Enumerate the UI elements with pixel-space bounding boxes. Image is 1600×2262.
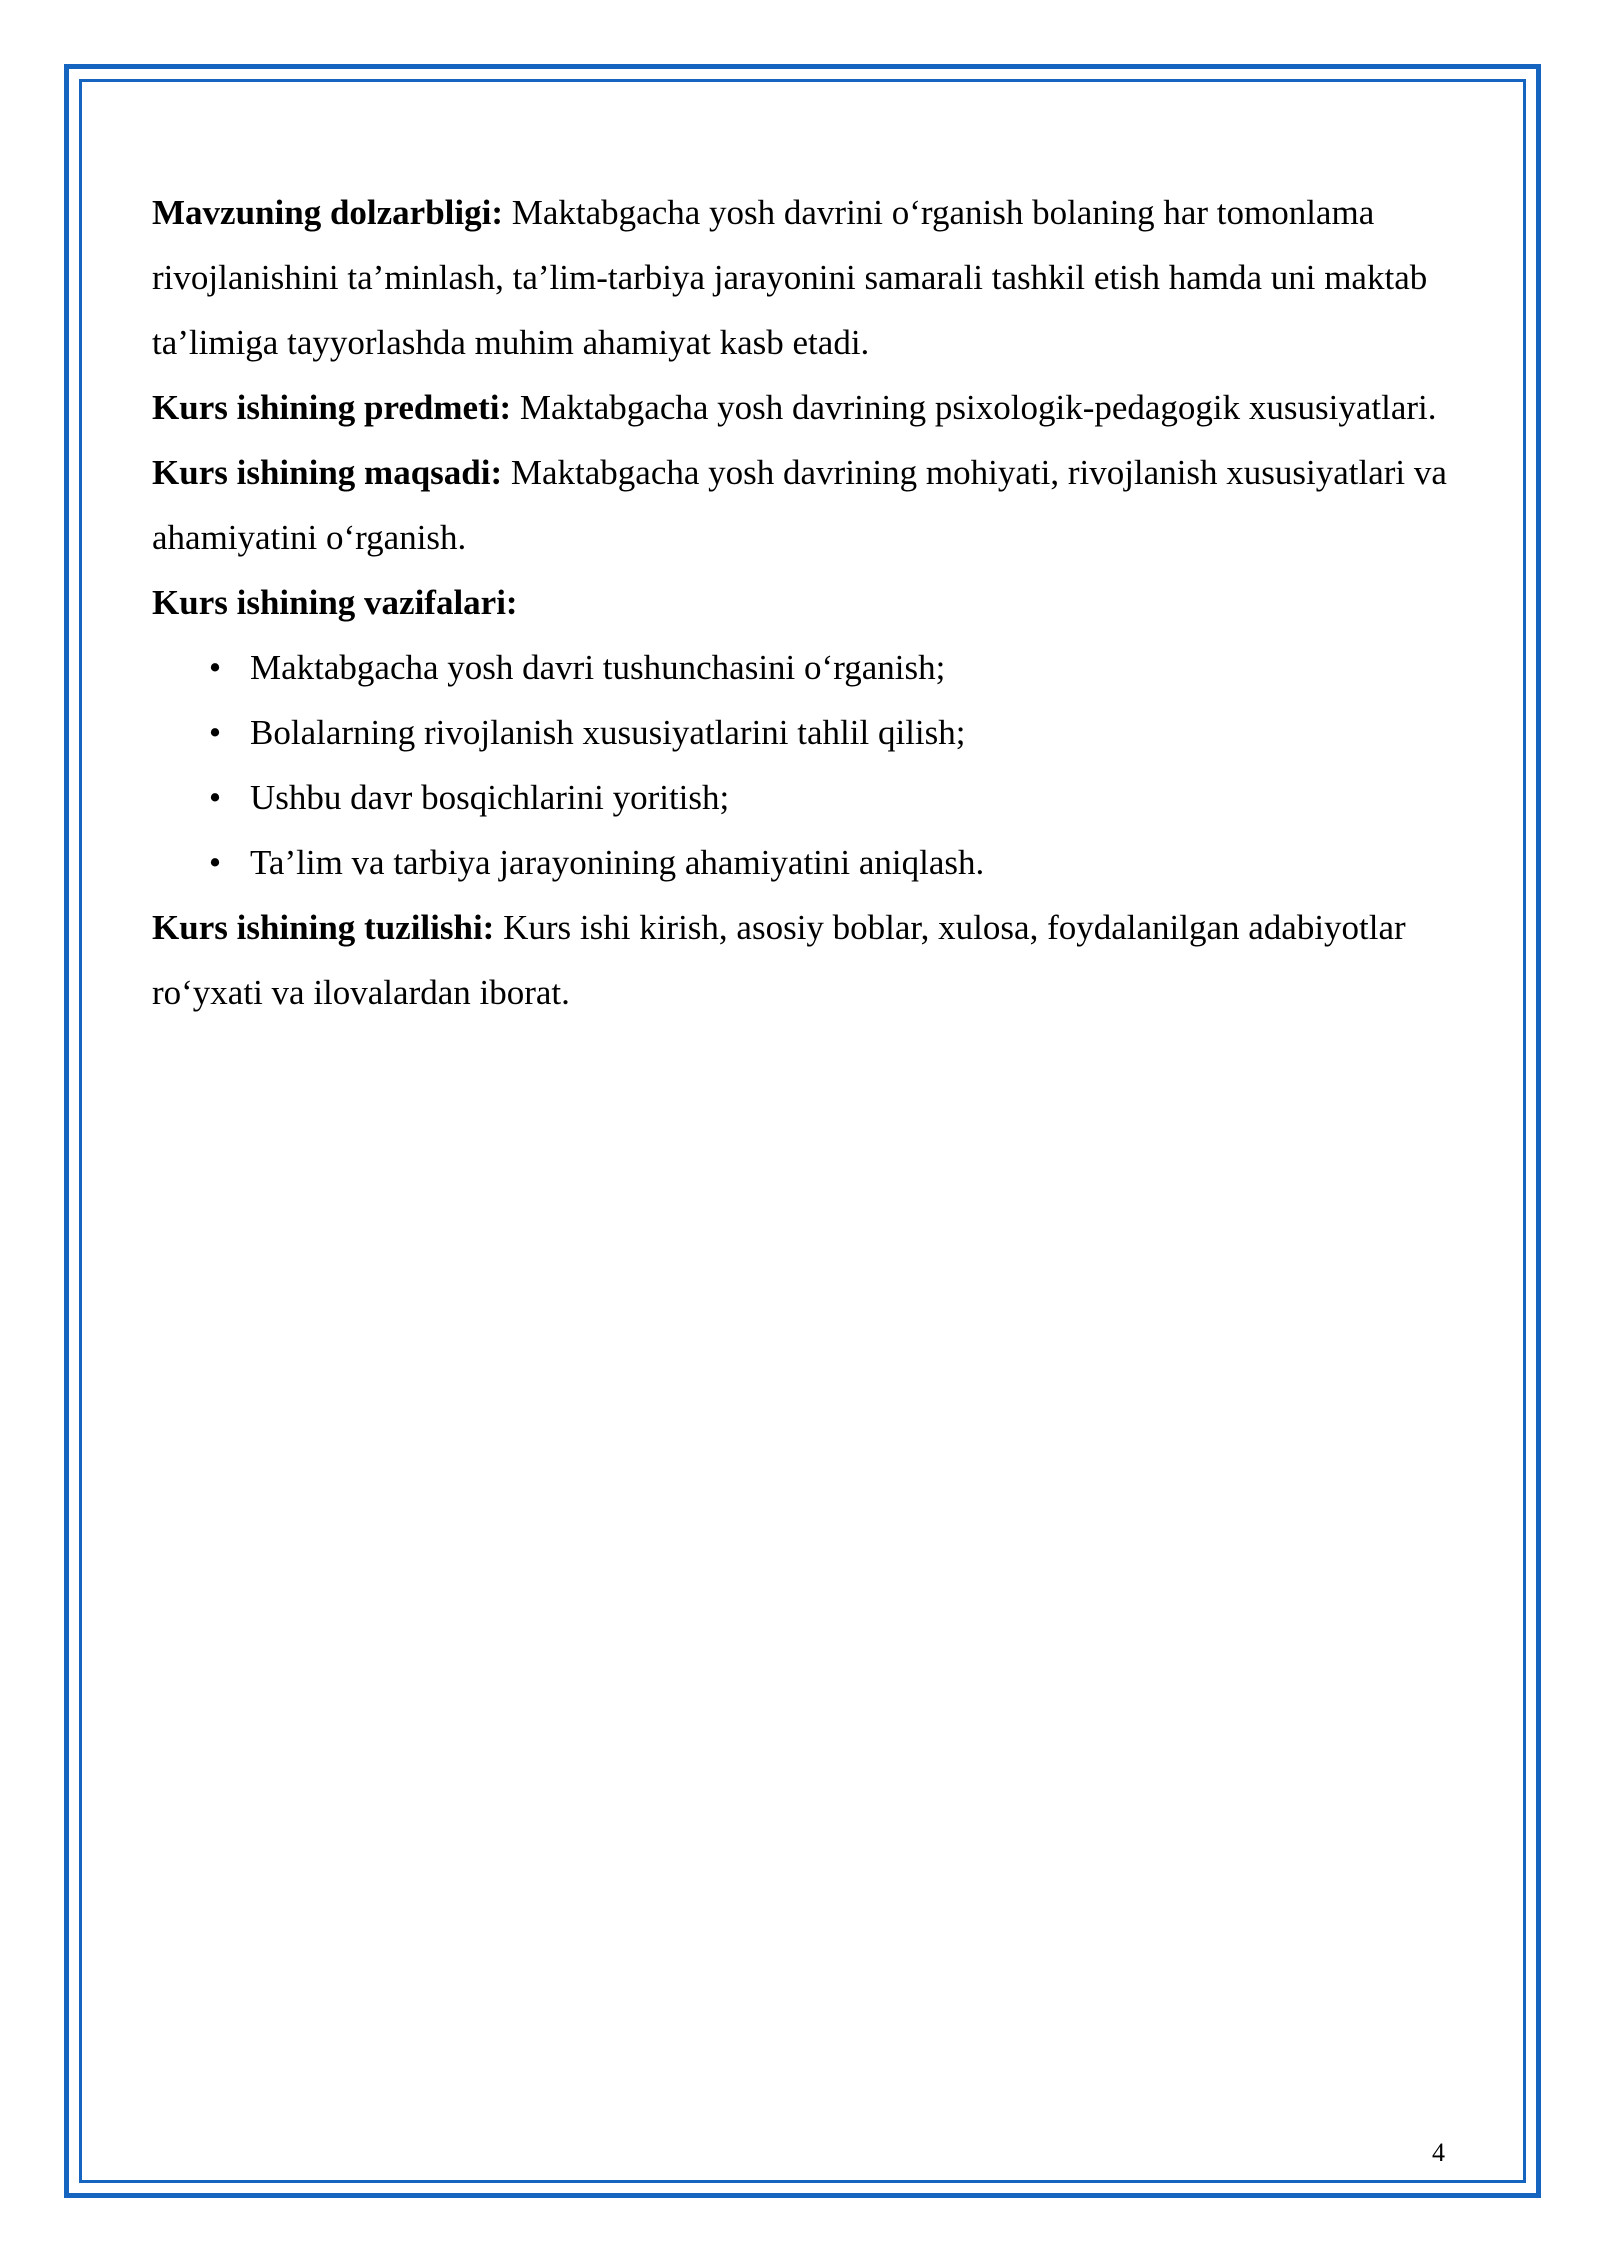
- structure-label: Kurs ishining tuzilishi:: [152, 908, 495, 947]
- task-text: Ta’lim va tarbiya jarayonining ahamiyatini aniqlash.: [250, 843, 985, 882]
- goal-label: Kurs ishining maqsadi:: [152, 453, 503, 492]
- relevance-label: Mavzuning dolzarbligi:: [152, 193, 503, 232]
- tasks-list: [152, 635, 1452, 895]
- page-number: 4: [1432, 2138, 1445, 2167]
- list-item: [152, 830, 1452, 895]
- tasks-heading: Kurs ishining vazifalari:: [152, 583, 518, 622]
- task-text: Bolalarning rivojlanish xususiyatlarini tahlil qilish;: [250, 713, 966, 752]
- list-item: [152, 700, 1452, 765]
- subject-text: Maktabgacha yosh davrining psixologik-pedagogik xususiyatlari.: [511, 388, 1437, 427]
- structure-paragraph: [152, 895, 1452, 1025]
- relevance-text: Maktabgacha yosh davrini o‘rganish bolaning har tomonlama rivojlanishini ta’minlash, ta’lim-tarbiya jarayonini samarali tashkil etish hamda uni maktab ta’limiga tayyorlashda muhim ahamiyat kasb etadi.: [152, 193, 1428, 362]
- goal-text: Maktabgacha yosh davrining mohiyati, rivojlanish xususiyatlari va ahamiyatini o‘rganish.: [152, 453, 1447, 557]
- structure-text: Kurs ishi kirish, asosiy boblar, xulosa, foydalanilgan adabiyotlar ro‘yxati va ilovalardan iborat.: [152, 908, 1406, 1012]
- list-item: [152, 635, 1452, 700]
- bullet-icon: •: [208, 778, 222, 817]
- task-text: Ushbu davr bosqichlarini yoritish;: [250, 778, 730, 817]
- list-item: [152, 765, 1452, 830]
- bullet-icon: •: [208, 713, 222, 752]
- subject-label: Kurs ishining predmeti:: [152, 388, 512, 427]
- bullet-icon: •: [208, 648, 222, 687]
- relevance-paragraph: [152, 180, 1452, 375]
- bullet-icon: •: [208, 843, 222, 882]
- task-text: Maktabgacha yosh davri tushunchasini o‘rganish;: [250, 648, 946, 687]
- goal-paragraph: [152, 440, 1452, 570]
- subject-paragraph: [152, 375, 1452, 440]
- document-body: [152, 180, 1452, 1025]
